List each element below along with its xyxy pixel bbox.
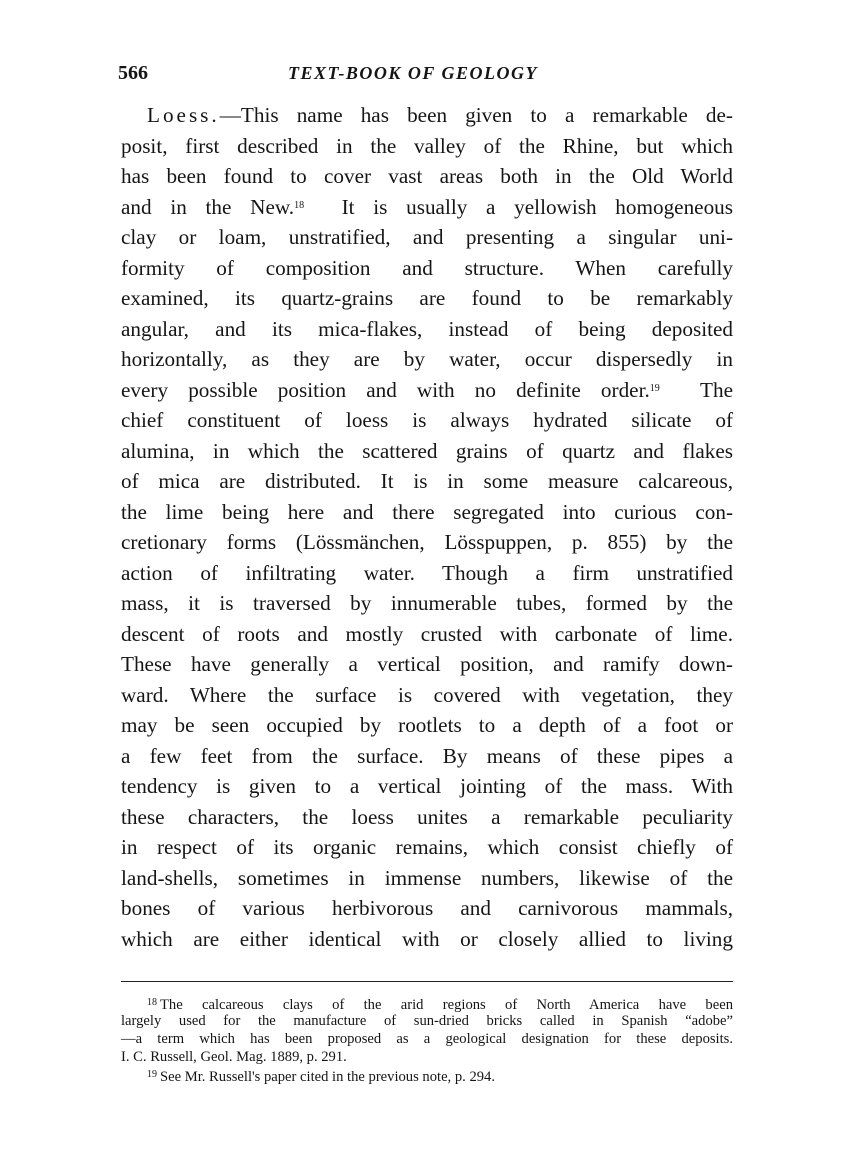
text-line: alumina, in which the scattered grains of quartz and flakes: [121, 438, 733, 463]
page-number: 566: [118, 62, 148, 84]
text-line: posit, first described in the valley of the Rhine, but which: [121, 133, 733, 158]
text-line: clay or loam, unstratified, and presenting a singular uni-: [121, 225, 733, 249]
text-line: and in the New.$^{18}$ It is usually a yellowish homogeneous: [121, 194, 733, 219]
footnote-line: I. C. Russell, Geol. Mag. 1889, p. 291.: [121, 1049, 347, 1065]
running-head: [118, 62, 738, 86]
footnote-number: 19: [147, 1069, 157, 1080]
text-line: chief constituent of loess is always hydrated silicate of: [121, 408, 733, 432]
footnote-divider: [121, 981, 733, 982]
footnote-19: $^{19}$ See Mr. Russell's paper cited in the previous note, p. 294.: [147, 1069, 495, 1085]
text-line: ward. Where the surface is covered with vegetation, they: [121, 682, 733, 707]
text-line: every possible position and with no definite order.$^{19}$ The: [121, 377, 733, 402]
footnote-line: largely used for the manufacture of sun-dried bricks called in Spanish “adobe”: [121, 1013, 733, 1029]
footnote-line: —a term which has been proposed as a geological designation for these deposits.: [121, 1031, 733, 1047]
text-line: Loess.—This name has been given to a remarkable de-: [147, 103, 733, 127]
running-title: TEXT-BOOK OF GEOLOGY: [288, 63, 539, 83]
footnote-18: $^{18}$ The calcareous clays of the arid regions of North America have been: [147, 997, 733, 1013]
body-paragraph: [121, 100, 733, 954]
footnote-ref-18[interactable]: 18: [294, 199, 305, 211]
text-line: These have generally a vertical position, and ramify down-: [121, 652, 733, 676]
text-line: in respect of its organic remains, which consist chiefly of: [121, 835, 733, 859]
text-line: descent of roots and mostly crusted with carbonate of lime.: [121, 621, 733, 646]
text-line: the lime being here and there segregated into curious con-: [121, 499, 733, 524]
text-line: action of infiltrating water. Though a firm unstratified: [121, 560, 733, 585]
text-line: may be seen occupied by rootlets to a depth of a foot or: [121, 713, 733, 737]
section-heading-word: Loess.: [147, 103, 220, 127]
text-line: horizontally, as they are by water, occur dispersedly in: [121, 347, 733, 371]
footnote-ref-19[interactable]: 19: [649, 382, 660, 394]
text-line: which are either identical with or closely allied to living: [121, 926, 733, 951]
text-line: mass, it is traversed by innumerable tubes, formed by the: [121, 591, 733, 615]
text-line: a few feet from the surface. By means of these pipes a: [121, 743, 733, 768]
text-line: bones of various herbivorous and carnivorous mammals,: [121, 896, 733, 920]
text-line: has been found to cover vast areas both in the Old World: [121, 164, 733, 188]
text-line: of mica are distributed. It is in some measure calcareous,: [121, 469, 733, 493]
text-line: these characters, the loess unites a remarkable peculiarity: [121, 804, 733, 829]
text-line: land-shells, sometimes in immense numbers, likewise of the: [121, 865, 733, 890]
footnote-number: 18: [147, 997, 157, 1008]
footnotes: [121, 994, 733, 1084]
text-line: examined, its quartz-grains are found to be remarkably: [121, 286, 733, 310]
text-line: angular, and its mica-flakes, instead of being deposited: [121, 316, 733, 341]
text-line: tendency is given to a vertical jointing of the mass. With: [121, 774, 733, 798]
text-line: formity of composition and structure. When carefully: [121, 255, 733, 280]
text-line: cretionary forms (Lössmänchen, Lösspuppen, p. 855) by the: [121, 530, 733, 554]
